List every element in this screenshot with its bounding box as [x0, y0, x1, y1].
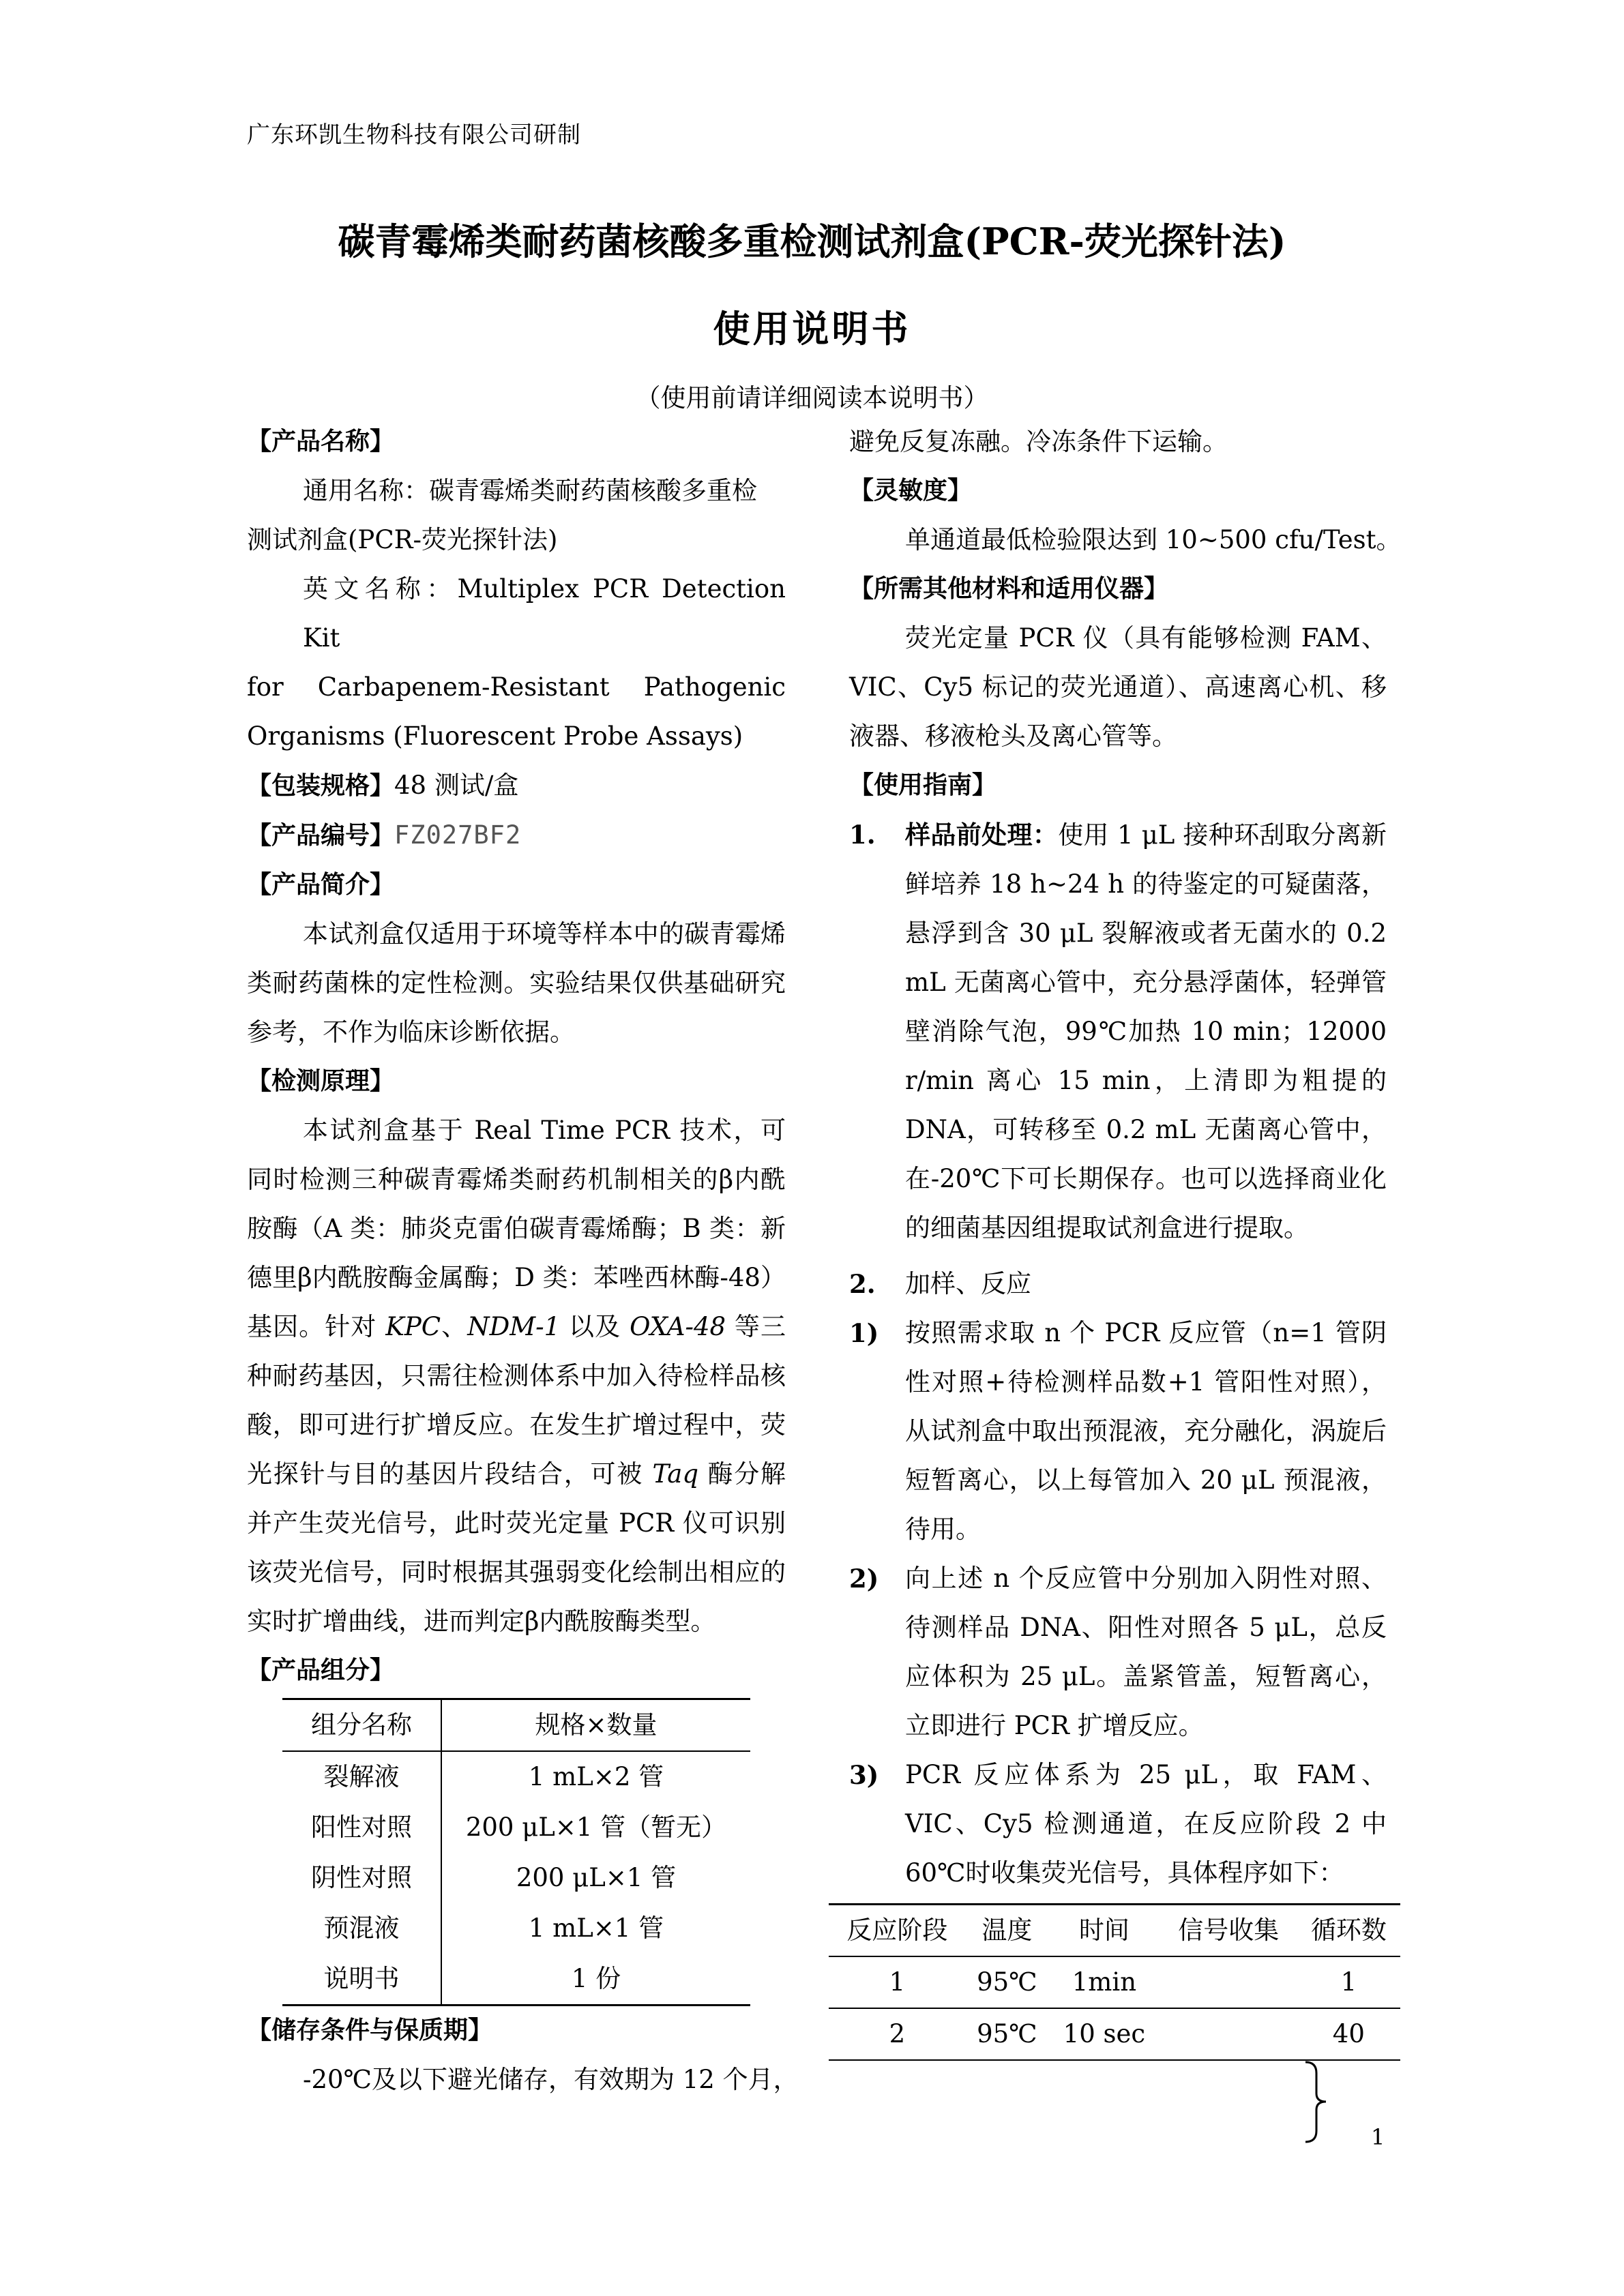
step-2-text: 加样、反应	[905, 1269, 1031, 1298]
step-number: 2.	[849, 1269, 876, 1299]
taq-enzyme: Taq	[652, 1459, 699, 1489]
substep-1-text: 按照需求取 n 个 PCR 反应管（n=1 管阴性对照+待检测样品数+1 管阳性对照），从试剂盒中取出预混液，充分融化，涡旋后短暂离心，以上每管加入 20 μL 预混液，待用。	[905, 1318, 1387, 1544]
step-1-label: 样品前处理：	[905, 820, 1059, 850]
section-head-principle: 【检测原理】	[247, 1067, 395, 1095]
principle-text-1: 本试剂盒基于 Real Time PCR 技术，可同时检测三种碳青霉烯类耐药机制相关的β内酰胺酶（A 类：肺炎克雷伯碳青霉烯酶；B 类：新德里β内酰胺酶金属酶；D 类：苯唑西林酶-48）基因。针对	[247, 1116, 786, 1341]
program-signal	[1160, 2008, 1297, 2060]
program-header-row	[829, 1905, 1400, 1957]
component-spec: 200 μL×1 管	[516, 1863, 677, 1892]
section-head-code: 【产品编号】	[247, 822, 395, 850]
principle-paragraph	[247, 1106, 786, 1646]
substep-3-text: PCR 反应体系为 25 μL，取 FAM、VIC、Cy5 检测通道，在反应阶段 2 中 60℃时收集荧光信号，具体程序如下：	[905, 1760, 1387, 1888]
substep-number: 3)	[849, 1760, 879, 1790]
components-header-row	[282, 1699, 750, 1752]
document-title: 碳青霉烯类耐药菌核酸多重检测试剂盒(PCR-荧光探针法)	[338, 220, 1286, 263]
step-number: 1.	[849, 820, 876, 850]
component-name: 预混液	[282, 1903, 441, 1954]
gene-kpc: KPC	[385, 1312, 441, 1341]
section-head-guide: 【使用指南】	[849, 771, 997, 799]
program-time: 1min	[1048, 1956, 1160, 2008]
substep-2-text: 向上述 n 个反应管中分别加入阴性对照、待测样品 DNA、阳性对照各 5 μL，总反应体积为 25 μL。盖紧管盖，短暂离心，立即进行 PCR 扩增反应。	[905, 1564, 1387, 1740]
pcr-program-table	[829, 1903, 1400, 2061]
components-header-name: 组分名称	[282, 1699, 441, 1752]
component-spec: 1 mL×1 管	[528, 1913, 664, 1943]
substep-2	[849, 1554, 1387, 1750]
right-column	[846, 417, 1402, 2061]
component-name: 阳性对照	[282, 1802, 441, 1853]
table-row	[282, 1853, 750, 1903]
component-name: 裂解液	[282, 1751, 441, 1802]
document-subtitle: （使用前请详细阅读本说明书）	[635, 383, 989, 413]
step-2	[849, 1259, 1387, 1309]
package-value: 48 测试/盒	[394, 771, 519, 800]
component-spec: 1 份	[441, 1954, 750, 2006]
english-name-line-3: Organisms (Fluorescent Probe Assays)	[247, 721, 743, 751]
program-header-time: 时间	[1048, 1905, 1160, 1957]
program-temp: 95℃	[966, 1956, 1048, 2008]
components-header-spec: 规格×数量	[441, 1699, 750, 1752]
product-code-value: FZ027BF2	[394, 820, 522, 850]
table-row	[282, 1954, 750, 2006]
program-signal	[1160, 1956, 1297, 2008]
program-header-cycles: 循环数	[1297, 1905, 1400, 1957]
generic-name-line-1: 通用名称：碳青霉烯类耐药菌核酸多重检	[303, 476, 757, 505]
materials-paragraph: 荧光定量 PCR 仪（具有能够检测 FAM、VIC、Cy5 标记的荧光通道）、高速离心机、移液器、移液枪头及离心管等。	[849, 623, 1387, 751]
components-table	[282, 1698, 750, 2006]
section-head-product-name: 【产品名称】	[247, 428, 395, 456]
gene-separator-2: 以及	[560, 1312, 630, 1341]
program-header-stage: 反应阶段	[829, 1905, 966, 1957]
substep-3	[849, 1750, 1387, 1898]
program-temp: 95℃	[966, 2008, 1048, 2060]
table-row	[282, 1751, 750, 1802]
substep-number: 2)	[849, 1564, 879, 1594]
component-name: 阴性对照	[282, 1853, 441, 1903]
section-head-components: 【产品组分】	[247, 1656, 395, 1684]
program-stage: 1	[829, 1956, 966, 2008]
left-column	[247, 417, 799, 2104]
step-1-text: 使用 1 μL 接种环刮取分离新鲜培养 18 h~24 h 的待鉴定的可疑菌落，悬浮到含 30 μL 裂解液或者无菌水的 0.2 mL 无菌离心管中，充分悬浮菌体，轻弹管壁消除气泡，99℃加热 10 min；12000 r/min 离心 15 min，上清即为粗提的 DNA，可转移至 0.2 mL 无菌离心管中，在-20℃下可长期保存。也可以选择商业化的细菌基因组提取试剂盒进行提取。	[905, 820, 1387, 1242]
table-row	[282, 1802, 750, 1853]
program-stage: 2	[829, 2008, 966, 2060]
principle-text-2: 等三种耐药基因，只需往检测体系中加入待检样品核酸，即可进行扩增反应。在发生扩增过程中，荧光探针与目的基因片段结合，可被	[247, 1312, 786, 1489]
program-time: 10 sec	[1048, 2008, 1160, 2060]
component-spec: 1 mL×2 管	[528, 1762, 664, 1791]
step-1	[849, 810, 1387, 1253]
component-spec: 200 μL×1 管（暂无）	[465, 1813, 727, 1842]
cycle-brace	[1303, 2059, 1330, 2145]
gene-oxa48: OXA-48	[630, 1312, 726, 1341]
section-head-package: 【包装规格】	[247, 772, 395, 800]
gene-ndm1: NDM-1	[467, 1312, 561, 1341]
english-name-line-1: 英文名称：Multiplex PCR Detection Kit	[303, 574, 786, 653]
page-number: 1	[1371, 2124, 1385, 2150]
component-name: 说明书	[282, 1954, 441, 2006]
section-head-storage: 【储存条件与保质期】	[247, 2016, 493, 2044]
principle-text-3: 酶分解并产生荧光信号，此时荧光定量 PCR 仪可识别该荧光信号，同时根据其强弱变化绘制出相应的实时扩增曲线，进而判定β内酰胺酶类型。	[247, 1459, 786, 1636]
intro-paragraph: 本试剂盒仅适用于环境等样本中的碳青霉烯类耐药菌株的定性检测。实验结果仅供基础研究参考，不作为临床诊断依据。	[247, 919, 786, 1047]
program-cycles: 1	[1297, 1956, 1400, 2008]
product-code	[247, 811, 786, 861]
gene-separator-1: 、	[441, 1312, 468, 1341]
program-cycles: 40	[1297, 2008, 1400, 2060]
sensitivity-text: 单通道最低检验限达到 10~500 cfu/Test。	[905, 525, 1402, 554]
storage-text-continued: 避免反复冻融。冷冻条件下运输。	[849, 427, 1228, 456]
table-row	[282, 1903, 750, 1954]
substep-number: 1)	[849, 1318, 879, 1348]
section-head-materials: 【所需其他材料和适用仪器】	[849, 575, 1169, 603]
company-header: 广东环凯生物科技有限公司研制	[247, 121, 581, 149]
table-row	[829, 1956, 1400, 2008]
storage-text: -20℃及以下避光储存，有效期为 12 个月，	[303, 2065, 799, 2094]
table-row	[829, 2008, 1400, 2060]
substep-1	[849, 1309, 1387, 1554]
section-head-sensitivity: 【灵敏度】	[849, 477, 973, 505]
generic-name-line-2: 测试剂盒(PCR-荧光探针法)	[247, 525, 558, 554]
package-spec	[247, 761, 786, 811]
program-header-signal: 信号收集	[1160, 1905, 1297, 1957]
document-title-secondary: 使用说明书	[713, 307, 911, 351]
section-head-intro: 【产品简介】	[247, 871, 395, 899]
english-name-line-2: for Carbapenem-Resistant Pathogenic	[247, 672, 786, 702]
program-header-temp: 温度	[966, 1905, 1048, 1957]
